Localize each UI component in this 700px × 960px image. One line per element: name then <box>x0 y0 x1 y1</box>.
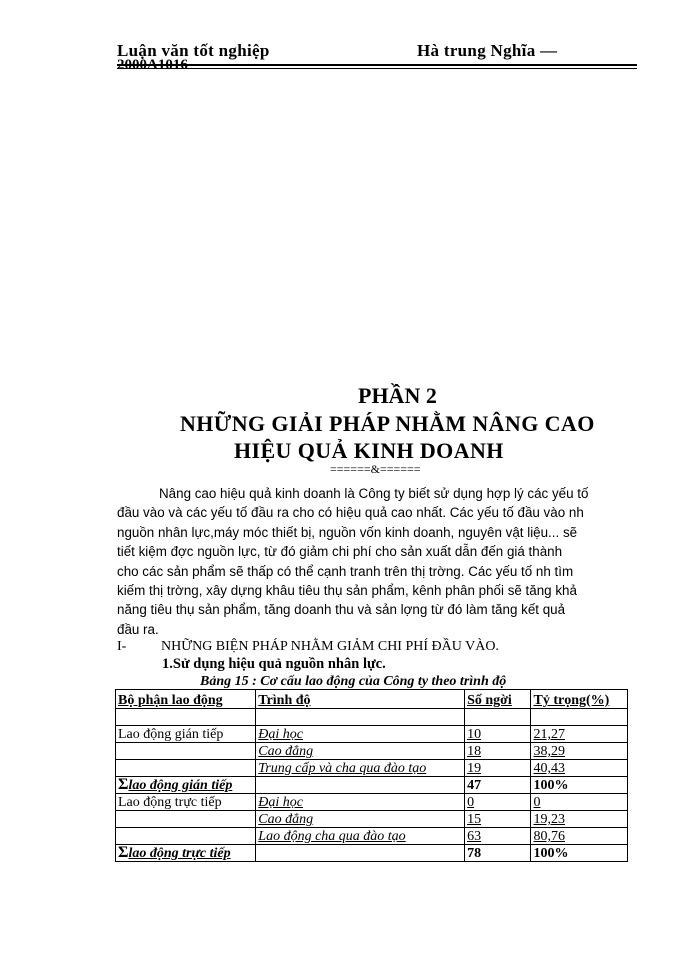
qualification-cell: Trung cấp và cha qua đào tạo <box>256 760 465 777</box>
title-divider: ======&====== <box>330 462 421 476</box>
header-rule-thin <box>117 68 637 69</box>
table-row <box>116 794 628 811</box>
direct-total-label: Σlao động trực tiếp <box>116 845 256 862</box>
headcount-cell: 18 <box>465 743 531 760</box>
direct-total-count: 78 <box>465 845 531 862</box>
headcount-cell: 15 <box>465 811 531 828</box>
direct-total-share: 100% <box>531 845 628 862</box>
subsection-heading: 1.Sử dụng hiệu quả nguồn nhân lực. <box>162 656 386 672</box>
headcount-cell: 63 <box>465 828 531 845</box>
section-heading <box>117 639 499 655</box>
header-qualification: Trình độ <box>256 690 465 709</box>
header-department: Bộ phận lao động <box>116 690 256 709</box>
paragraph-line: nguồn nhân lực,máy móc thiết bị, nguồn vốn kinh doanh, nguyên vật liệu... sẽ <box>117 524 578 540</box>
header-author-name: Hà trung Nghĩa — <box>417 41 558 60</box>
table-total-row <box>116 845 628 862</box>
table-total-row <box>116 777 628 794</box>
part-heading: PHẦN 2 <box>358 383 437 408</box>
indirect-total-share: 100% <box>531 777 628 794</box>
table-header-row <box>116 690 628 709</box>
sigma-symbol: Σ <box>118 844 129 861</box>
paragraph-line: năng tiêu thụ sản phẩm, tăng doanh thu và sản lợng từ đó làm tăng kết quả <box>117 602 566 618</box>
share-cell: 21,27 <box>531 726 628 743</box>
qualification-cell: Cao đẳng <box>256 811 465 828</box>
table-row <box>116 811 628 828</box>
qualification-cell: Lao động cha qua đào tạo <box>256 828 465 845</box>
table-row <box>116 743 628 760</box>
table-spacer-row <box>116 709 628 726</box>
header-share: Tỷ trọng(%) <box>531 690 628 709</box>
indirect-total-label: Σlao động gián tiếp <box>116 777 256 794</box>
table-caption: Bảng 15 : Cơ cấu lao động của Công ty theo trình độ <box>200 674 507 689</box>
intro-paragraph <box>117 484 639 639</box>
share-cell: 0 <box>531 794 628 811</box>
sigma-symbol: Σ <box>118 776 129 793</box>
section-title: NHỮNG BIỆN PHÁP NHẰM GIẢM CHI PHÍ ĐẦU VÀO. <box>161 639 499 654</box>
paragraph-line: Nâng cao hiệu quả kinh doanh là Công ty biết sử dụng hợp lý các yếu tố <box>159 486 589 501</box>
header-thesis-label: Luận văn tốt nghiệp <box>117 41 270 60</box>
paragraph-line: tiết kiệm đợc nguồn lực, từ đó giảm chi phí cho sản xuất dẫn đến giá thành <box>117 544 563 560</box>
table-row <box>116 760 628 777</box>
headcount-cell: 0 <box>465 794 531 811</box>
paragraph-line: kiếm thị trờng, xây dựng khâu tiêu thụ sản phẩm, kênh phân phối sẽ tăng khả <box>117 583 577 599</box>
table-row <box>116 828 628 845</box>
qualification-cell: Đại học <box>256 794 465 811</box>
section-number: I- <box>117 639 127 654</box>
part-title-line-1: NHỮNG GIẢI PHÁP NHẰM NÂNG CAO <box>180 411 595 436</box>
paragraph-line: đầu ra. <box>117 621 159 637</box>
indirect-label: Lao động gián tiếp <box>116 726 256 743</box>
share-cell: 38,29 <box>531 743 628 760</box>
header-rule-thick <box>117 64 637 66</box>
share-cell: 40,43 <box>531 760 628 777</box>
header-headcount: Số ngời <box>465 690 531 709</box>
table-row <box>116 726 628 743</box>
headcount-cell: 19 <box>465 760 531 777</box>
share-cell: 80,76 <box>531 828 628 845</box>
direct-label: Lao động trực tiếp <box>116 794 256 811</box>
headcount-cell: 10 <box>465 726 531 743</box>
header-student-code: 2000A1016 <box>117 57 188 73</box>
share-cell: 19,23 <box>531 811 628 828</box>
qualification-cell: Đại học <box>256 726 465 743</box>
paragraph-line: cho các sản phẩm sẽ thấp có thể cạnh tranh trên thị trờng. Các yếu tố nh tìm <box>117 563 574 579</box>
paragraph-line: đầu vào và các yếu tố đầu ra cho có hiệu quả cao nhất. Các yếu tố đầu vào nh <box>117 505 584 521</box>
indirect-total-count: 47 <box>465 777 531 794</box>
part-title-line-2: HIỆU QUẢ KINH DOANH <box>234 438 504 463</box>
qualification-cell: Cao đẳng <box>256 743 465 760</box>
labor-structure-table <box>115 689 628 862</box>
